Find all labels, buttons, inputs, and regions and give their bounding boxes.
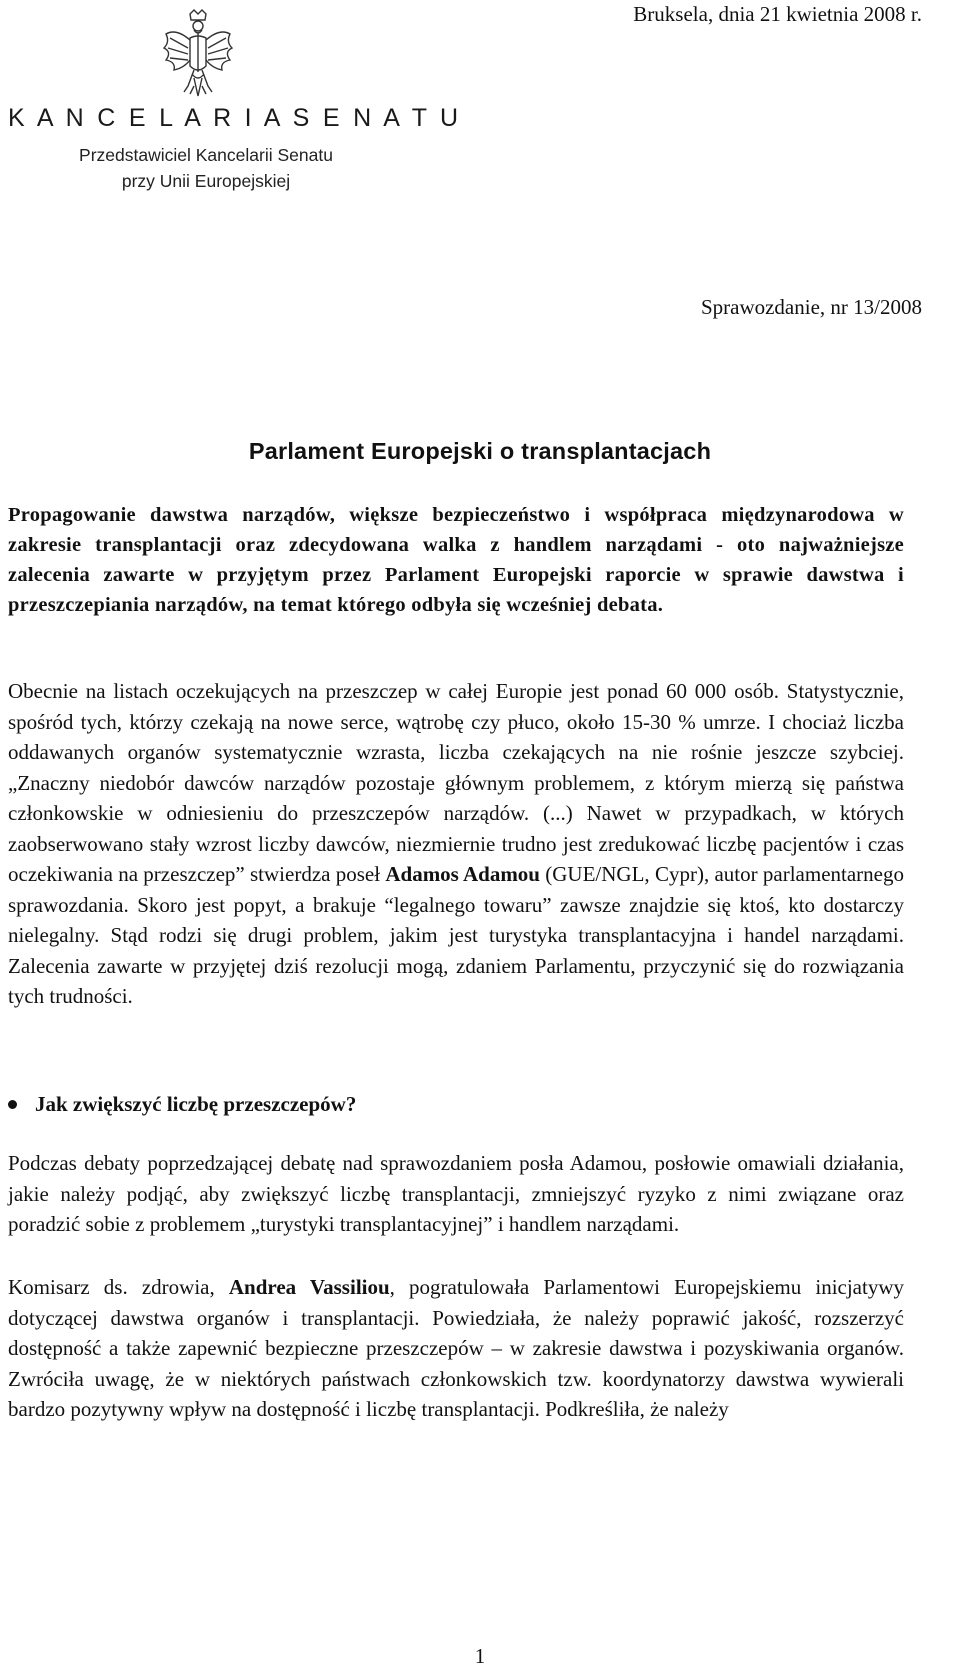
lead-paragraph: Propagowanie dawstwa narządów, większe bezpieczeństwo i współpraca międzynarodowa w zakresie transplantacji oraz zdecydowana walka z handlem narządami - oto najważniejsze zalecenia zawarte w przyjętym przez Parlament Europejski raporcie w sprawie dawstwa i przeszczepiania narządów, na temat którego odbyła się wcześniej debata.	[8, 504, 904, 616]
paragraph-1-text-a: Obecnie na listach oczekujących na przeszczep w całej Europie jest ponad 60 000 osób. Statystycznie, spośród tych, którzy czekają na nowe serce, wątrobę czy płuco, około 15-30 % umrze. I chociaż liczba oddawanych organów systematycznie wzrasta, liczba czekających na nie rośnie jeszcze szybciej. „Znaczny niedobór dawców narządów pozostaje głównym problemem, z którym mierzą się państwa członkowskie w odniesieniu do przeszczepów narządów. (...) Nawet w przypadkach, w których zaobserwowano stały wzrost liczby dawców, niezmiernie trudno jest zredukować liczbę pacjentów i czas oczekiwania na przeszczep” stwierdza poseł	[8, 679, 904, 886]
page-number: 1	[474, 1644, 486, 1668]
bullet-icon	[8, 1100, 17, 1109]
organization-subtitle	[26, 142, 386, 194]
person-name-vassiliou: Andrea Vassiliou	[228, 1275, 390, 1299]
body-paragraph-1	[8, 676, 904, 1012]
organization-subtitle-line-1: Przedstawiciel Kancelarii Senatu	[79, 145, 333, 165]
organization-name: K A N C E L A R I A S E N A T U	[8, 104, 462, 132]
paragraph-1-text-b: (GUE/NGL, Cypr), autor parlamentarnego sprawozdania. Skoro jest popyt, a brakuje “legalnego towaru” zawsze znajdzie się ktoś, kto dostarczy nielegalny. Stąd rodzi się drugi problem, jakim jest turystyka transplantacyjna i handel narządami. Zalecenia zawarte w przyjętej dziś rezolucji mogą, zdaniem Parlamentu, przyczynić się do rozwiązania tych trudności.	[8, 862, 904, 1008]
document-title: Parlament Europejski o transplantacjach	[248, 438, 712, 464]
place-and-date: Bruksela, dnia 21 kwietnia 2008 r.	[633, 2, 922, 26]
section-heading	[8, 1092, 356, 1117]
body-paragraph-3	[8, 1272, 904, 1425]
organization-subtitle-line-2: przy Unii Europejskiej	[121, 171, 291, 191]
polish-eagle-emblem-icon	[160, 8, 236, 100]
person-name-adamou: Adamos Adamou	[385, 862, 540, 886]
paragraph-3-text-b: , pogratulowała Parlamentowi Europejskiemu inicjatywy dotyczącej dawstwa organów i transplantacji. Powiedziała, że należy poprawić jakość, rozszerzyć dostępność a także zapewnić bezpieczne przeszczepów – w zakresie dawstwa i pozyskiwania organów. Zwróciła uwagę, że w niektórych państwach członkowskich tzw. koordynatorzy dawstwa wywierali bardzo pozytywny wpływ na dostępność i liczbę transplantacji. Podkreśliła, że należy	[8, 1275, 905, 1421]
report-number: Sprawozdanie, nr 13/2008	[700, 295, 922, 319]
paragraph-3-text-a: Komisarz ds. zdrowia,	[8, 1275, 229, 1299]
section-heading-text: Jak zwiększyć liczbę przeszczepów?	[35, 1092, 357, 1116]
body-paragraph-2: Podczas debaty poprzedzającej debatę nad sprawozdaniem posła Adamou, posłowie omawiali działania, jakie należy podjąć, aby zwiększyć liczbę transplantacji, zmniejszyć ryzyko z nimi związane oraz poradzić sobie z problemem „turystyki transplantacyjnej” i handlem narządami.	[8, 1151, 904, 1236]
